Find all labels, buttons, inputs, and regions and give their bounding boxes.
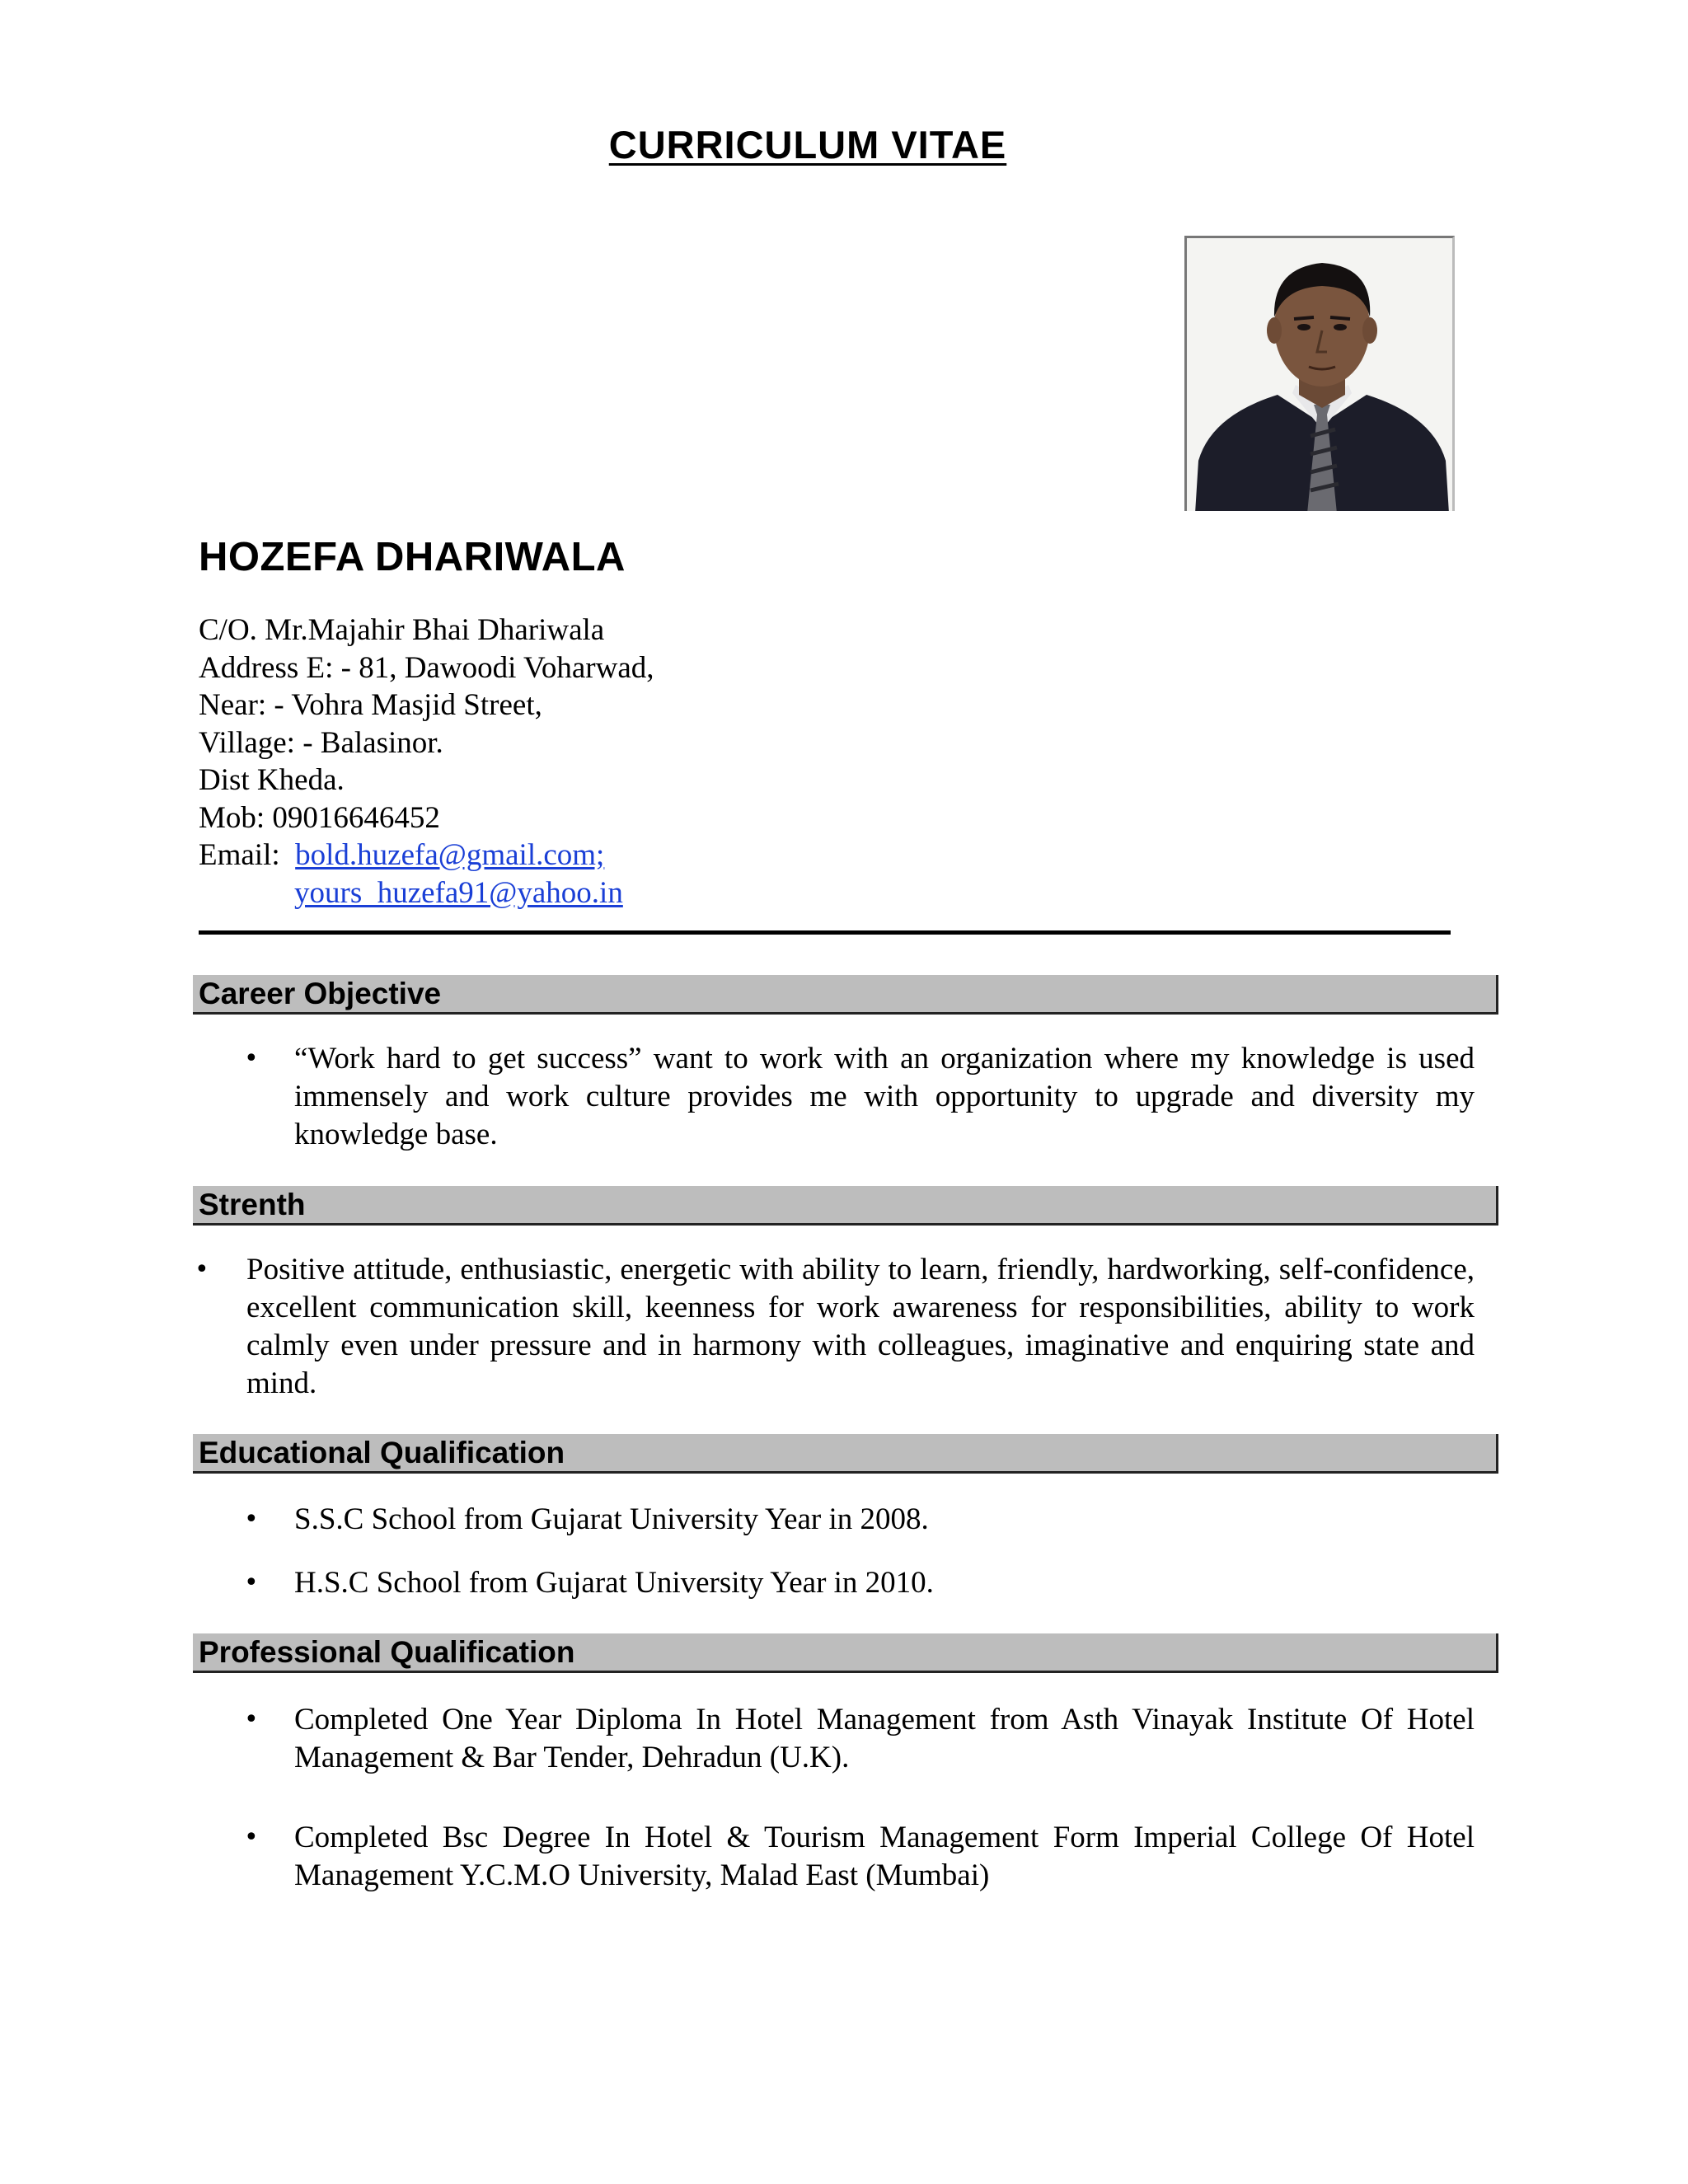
section-heading-career-objective: Career Objective: [193, 975, 1498, 1015]
professional-item: Completed One Year Diploma In Hotel Management from Asth Vinayak Institute Of Hotel Management & Bar Tender, Dehradun (U.K).: [294, 1703, 1475, 1774]
section-heading-strength: Strenth: [193, 1186, 1498, 1226]
education-item: H.S.C School from Gujarat University Year in 2010.: [294, 1566, 934, 1600]
professional-item: Completed Bsc Degree In Hotel & Tourism Management Form Imperial College Of Hotel Management Y.C.M.O University, Malad East (Mumbai): [294, 1821, 1475, 1892]
email-link-gmail[interactable]: bold.huzefa@gmail.com;: [295, 838, 605, 872]
bullet: •: [244, 1505, 259, 1534]
address-line: Near: - Vohra Masjid Street,: [199, 688, 542, 722]
bullet: •: [195, 1255, 209, 1284]
contact-block: [199, 612, 654, 912]
person-photo-icon: [1187, 238, 1455, 511]
education-item: S.S.C School from Gujarat University Year in 2008.: [294, 1502, 929, 1536]
candidate-name: HOZEFA DHARIWALA: [199, 535, 626, 579]
profile-photo: [1184, 236, 1455, 511]
document-title: CURRICULUM VITAE: [608, 123, 1007, 166]
career-objective-text: “Work hard to get success” want to work with an organization where my knowledge is used immensely and work culture provides me with opportunity to upgrade and diversity my knowledge base.: [294, 1042, 1475, 1151]
header-divider: [199, 930, 1451, 935]
email-line-2: [199, 874, 654, 912]
bullet: •: [244, 1044, 259, 1073]
bullet: •: [244, 1823, 259, 1852]
mobile-line: Mob: 09016646452: [199, 800, 440, 835]
section-heading-education: Educational Qualification: [193, 1434, 1498, 1474]
section-heading-professional: Professional Qualification: [193, 1633, 1498, 1673]
strength-text: Positive attitude, enthusiastic, energetic with ability to learn, friendly, hardworking, self-confidence, excellent communication skill, keenness for work awareness for responsibilities, ability to work calmly even under pressure and in harmony with colleagues, imaginative and enquiring state and mind.: [246, 1253, 1475, 1400]
email-link-yahoo[interactable]: yours_huzefa91@yahoo.in: [294, 875, 623, 910]
email-label: Email:: [199, 838, 280, 872]
address-line: Address E: - 81, Dawoodi Voharwad,: [199, 650, 654, 685]
address-line: Village: - Balasinor.: [199, 725, 443, 760]
bullet: •: [244, 1705, 259, 1734]
email-line: [199, 837, 654, 874]
address-line: Dist Kheda.: [199, 763, 345, 797]
address-line: C/O. Mr.Majahir Bhai Dhariwala: [199, 613, 605, 647]
bullet: •: [244, 1568, 259, 1597]
